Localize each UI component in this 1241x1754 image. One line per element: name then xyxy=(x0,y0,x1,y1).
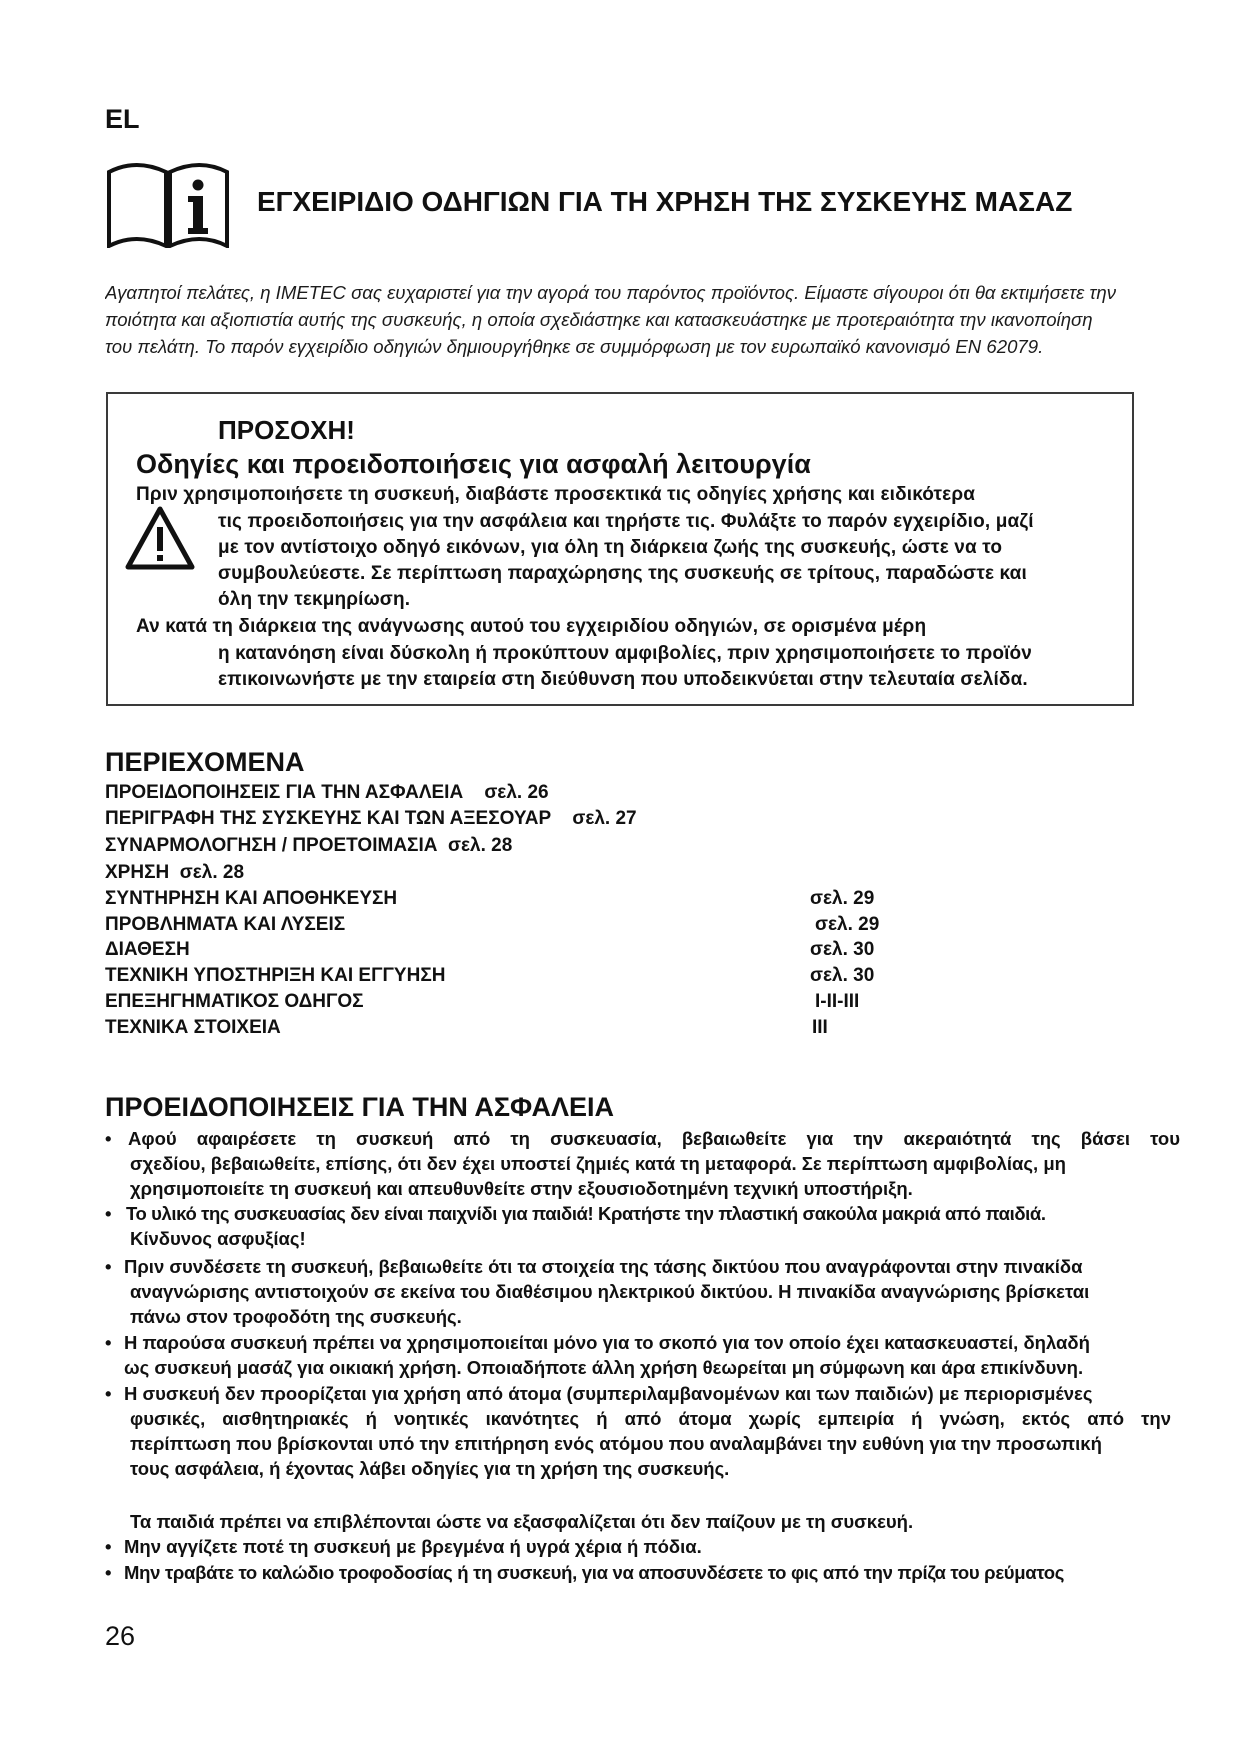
intro-line: Αγαπητοί πελάτες, η IMETEC σας ευχαριστεί για την αγορά του παρόντος προϊόντος. Είμαστε σίγουροι ότι θα εκτιμήσετε την xyxy=(105,282,1117,303)
safety-line: Η παρούσα συσκευή πρέπει να χρησιμοποιείται μόνο για το σκοπό για τον οποίο έχει κατασκευαστεί, δηλαδή xyxy=(124,1332,1090,1353)
toc-item-label: ΤΕΧΝΙΚΗ ΥΠΟΣΤΗΡΙΞΗ ΚΑΙ ΕΓΓΥΗΣΗ xyxy=(105,965,446,986)
instruction-manual-icon xyxy=(106,160,230,248)
toc-item xyxy=(105,965,445,987)
safety-line: Η συσκευή δεν προορίζεται για χρήση από άτομα (συμπεριλαμβανομένων και των παιδιών) με περιορισμένες xyxy=(124,1383,1093,1404)
toc-item-page: σελ. 26 xyxy=(484,782,549,803)
safety-line: ως συσκευή μασάζ για οικιακή χρήση. Οποιαδήποτε άλλη χρήση θεωρείται μη σύμφωνη και άρα επικίνδυνη. xyxy=(124,1357,1084,1378)
page-number: 26 xyxy=(105,1621,136,1651)
safety-line: πάνω στον τροφοδότη της συσκευής. xyxy=(130,1306,462,1327)
warning-line: όλη την τεκμηρίωση. xyxy=(218,589,411,610)
safety-bullet-icon: • xyxy=(105,1128,112,1149)
toc-item xyxy=(105,1017,281,1039)
safety-bullet-icon: • xyxy=(105,1383,112,1404)
toc-item-page: σελ. 28 xyxy=(179,862,245,883)
safety-line: περίπτωση που βρίσκονται υπό την επιτήρηση ενός ατόμου που αναλαμβάνει την ευθύνη για την προσωπική xyxy=(130,1433,1102,1454)
warning-line: επικοινωνήστε με την εταιρεία στη διεύθυνση που υποδεικνύεται στην τελευταία σελίδα. xyxy=(218,669,1028,690)
safety-bullet-icon: • xyxy=(105,1562,112,1583)
toc-item-page: σελ. 30 xyxy=(810,939,875,960)
safety-line: χρησιμοποιείτε τη συσκευή και απευθυνθείτε στην εξουσιοδοτημένη τεχνική υποστήριξη. xyxy=(130,1178,913,1199)
toc-item-page: σελ. 30 xyxy=(810,965,875,986)
toc-item-label: ΔΙΑΘΕΣΗ xyxy=(105,939,190,960)
intro-line: του πελάτη. Το παρόν εγχειρίδιο οδηγιών δημιουργήθηκε σε συμμόρφωση με τον ευρωπαϊκό κανονισμό EN 62079. xyxy=(105,336,1044,357)
safety-line: Αφού αφαιρέσετε τη συσκευή από τη συσκευασία, βεβαιωθείτε για την ακεραιότητά της βάσει του xyxy=(128,1128,1180,1149)
toc-item-label: ΠΡΟΒΛΗΜΑΤΑ ΚΑΙ ΛΥΣΕΙΣ xyxy=(105,914,346,935)
safety-line: Πριν συνδέσετε τη συσκευή, βεβαιωθείτε ότι τα στοιχεία της τάσης δικτύου που αναγράφονται στην πινακίδα xyxy=(124,1256,1083,1277)
intro-paragraph xyxy=(105,279,1210,360)
warning-line: συμβουλεύεστε. Σε περίπτωση παραχώρησης της συσκευής σε τρίτους, παραδώστε και xyxy=(218,563,1027,584)
safety-line: Μην τραβάτε το καλώδιο τροφοδοσίας ή τη συσκευή, για να αποσυνδέσετε το φις από την πρίζα του ρεύματος xyxy=(124,1562,1065,1583)
toc-item-page: σελ. 27 xyxy=(572,808,637,829)
toc-item xyxy=(105,808,637,830)
toc-item-page: I-II-III xyxy=(815,991,860,1012)
safety-bullet-icon: • xyxy=(105,1332,112,1353)
language-code: EL xyxy=(105,104,140,134)
toc-item-label: ΣΥΝΑΡΜΟΛΟΓΗΣΗ / ΠΡΟΕΤΟΙΜΑΣΙΑ xyxy=(105,835,438,856)
toc-item-page: III xyxy=(812,1017,828,1038)
toc-item xyxy=(105,939,190,961)
safety-line: σχεδίου, βεβαιωθείτε, επίσης, ότι δεν έχει υποστεί ζημιές κατά τη μεταφορά. Σε περίπτωση αμφιβολίας, μη xyxy=(130,1153,1066,1174)
toc-item-label: ΕΠΕΞΗΓΗΜΑΤΙΚΟΣ ΟΔΗΓΟΣ xyxy=(105,991,364,1012)
warning-triangle-icon xyxy=(124,505,196,571)
toc-item xyxy=(105,835,512,857)
warning-line: με τον αντίστοιχο οδηγό εικόνων, για όλη τη διάρκεια ζωής της συσκευής, ώστε να το xyxy=(218,537,1003,558)
warning-line: τις προειδοποιήσεις για την ασφάλεια και τηρήστε τις. Φυλάξτε το παρόν εγχειρίδιο, μαζί xyxy=(218,511,1034,532)
page-title: ΕΓΧΕΙΡΙΔΙΟ ΟΔΗΓΙΩΝ ΓΙΑ ΤΗ ΧΡΗΣΗ ΤΗΣ ΣΥΣΚΕΥΗΣ ΜΑΣΑΖ xyxy=(257,186,1073,217)
warning-subtitle: Οδηγίες και προειδοποιήσεις για ασφαλή λειτουργία xyxy=(136,449,811,479)
intro-line: ποιότητα και αξιοπιστία αυτής της συσκευής, η οποία σχεδιάστηκε και κατασκευάστηκε με προτεραιότητα την ικανοποίηση xyxy=(105,309,1093,330)
safety-line: τους ασφάλεια, ή έχοντας λάβει οδηγίες για τη χρήση της συσκευής. xyxy=(130,1458,730,1479)
toc-item-label: ΠΕΡΙΓΡΑΦΗ ΤΗΣ ΣΥΣΚΕΥΗΣ ΚΑΙ ΤΩΝ ΑΞΕΣΟΥΑΡ xyxy=(105,808,552,829)
toc-item-page: σελ. 29 xyxy=(815,914,880,935)
safety-line: Μην αγγίζετε ποτέ τη συσκευή με βρεγμένα ή υγρά χέρια ή πόδια. xyxy=(124,1536,702,1557)
toc-item-page: σελ. 28 xyxy=(448,835,513,856)
toc-item-label: ΠΡΟΕΙΔΟΠΟΙΗΣΕΙΣ ΓΙΑ ΤΗΝ ΑΣΦΑΛΕΙΑ xyxy=(105,782,464,803)
safety-line: φυσικές, αισθητηριακές ή νοητικές ικανότητες ή από άτομα χωρίς εμπειρία ή γνώση, εκτός από την xyxy=(130,1408,1171,1429)
safety-bullet-icon: • xyxy=(105,1256,112,1277)
toc-item-label: ΣΥΝΤΗΡΗΣΗ ΚΑΙ ΑΠΟΘΗΚΕΥΣΗ xyxy=(105,888,398,909)
toc-item-label: ΤΕΧΝΙΚΑ ΣΤΟΙΧΕΙΑ xyxy=(105,1017,281,1038)
toc-item-page: σελ. 29 xyxy=(810,888,875,909)
safety-bullet-icon: • xyxy=(105,1203,112,1224)
toc-item xyxy=(105,862,244,884)
safety-line: αναγνώρισης αντιστοιχούν σε εκείνα του διαθέσιμου ηλεκτρικού δικτύου. Η πινακίδα αναγνώρισης βρίσκεται xyxy=(130,1281,1090,1302)
safety-bullet-icon: • xyxy=(105,1536,112,1557)
contents-heading: ΠΕΡΙΕΧΟΜΕΝΑ xyxy=(105,747,305,777)
warning-line: Αν κατά τη διάρκεια της ανάγνωσης αυτού του εγχειριδίου οδηγιών, σε ορισμένα μέρη xyxy=(136,616,927,637)
toc-item-label: ΧΡΗΣΗ xyxy=(105,862,170,883)
safety-line: Το υλικό της συσκευασίας δεν είναι παιχνίδι για παιδιά! Κρατήστε την πλαστική σακούλα μακριά από παιδιά. xyxy=(126,1203,1046,1224)
warning-title: ΠΡΟΣΟΧΗ! xyxy=(218,415,355,445)
warning-line: η κατανόηση είναι δύσκολη ή προκύπτουν αμφιβολίες, πριν χρησιμοποιήσετε το προϊόν xyxy=(218,643,1032,664)
warning-line: Πριν χρησιμοποιήσετε τη συσκευή, διαβάστε προσεκτικά τις οδηγίες χρήσης και ειδικότερα xyxy=(136,484,976,505)
safety-line: Κίνδυνος ασφυξίας! xyxy=(130,1228,306,1249)
safety-heading: ΠΡΟΕΙΔΟΠΟΙΗΣΕΙΣ ΓΙΑ ΤΗΝ ΑΣΦΑΛΕΙΑ xyxy=(105,1092,614,1122)
toc-item xyxy=(105,888,397,910)
toc-item xyxy=(105,991,364,1013)
toc-item xyxy=(105,782,549,804)
safety-line: Τα παιδιά πρέπει να επιβλέπονται ώστε να εξασφαλίζεται ότι δεν παίζουν με τη συσκευή. xyxy=(130,1511,914,1532)
toc-item xyxy=(105,914,345,936)
